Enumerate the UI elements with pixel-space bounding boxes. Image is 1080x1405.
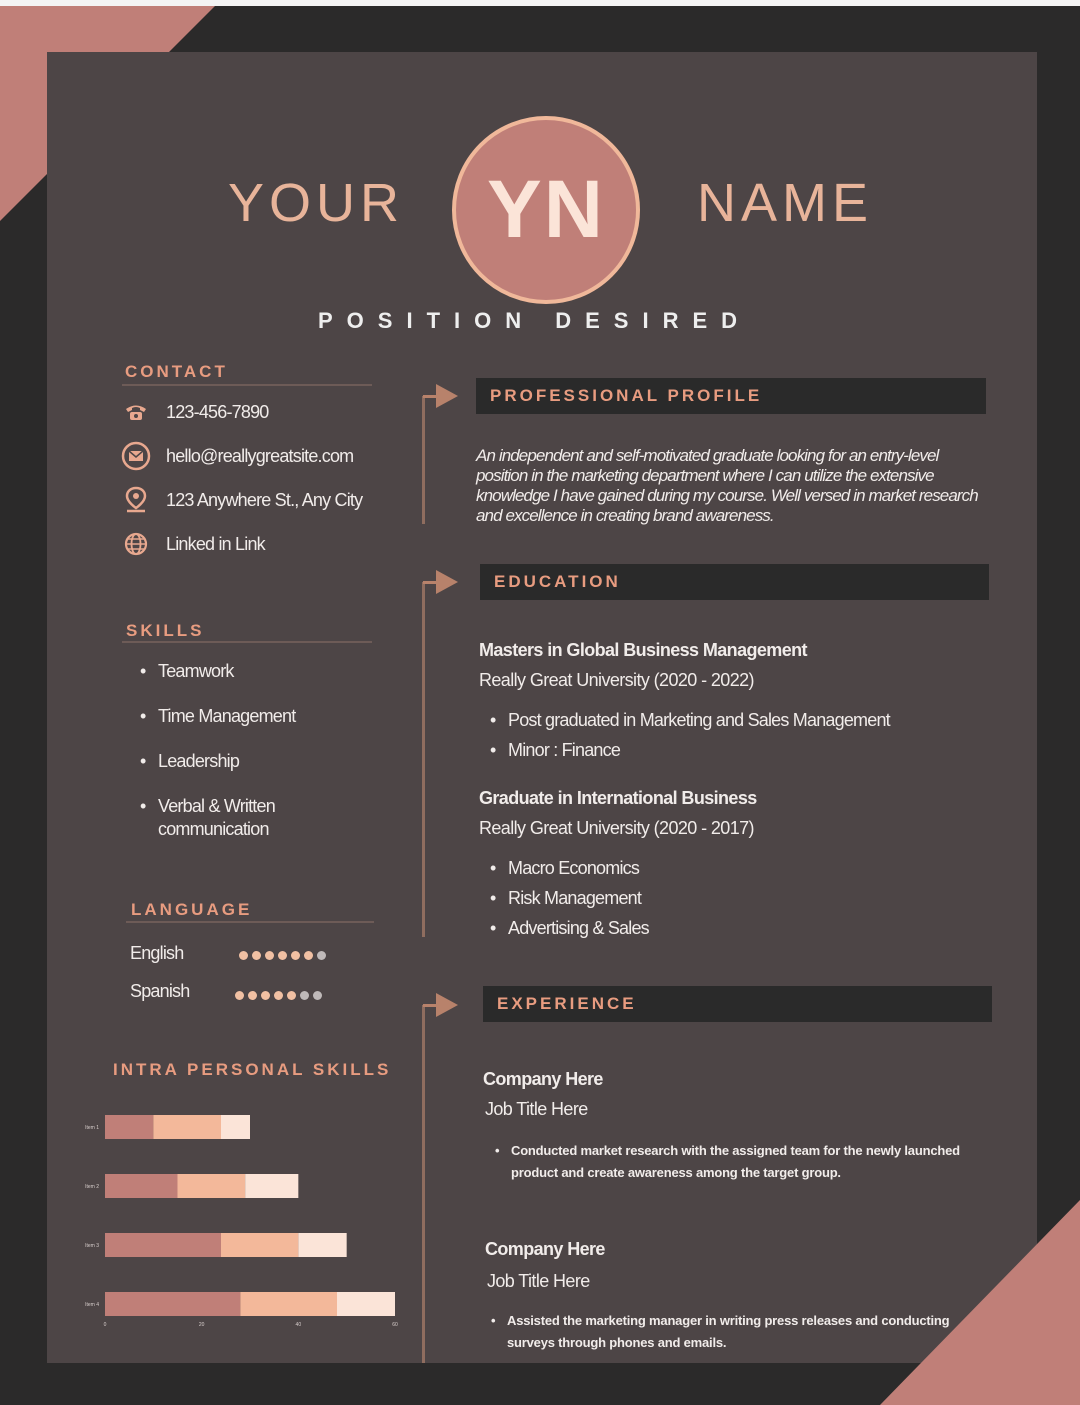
- list-item: • Leadership: [140, 750, 308, 773]
- x-tick-label: 0: [103, 1322, 107, 1328]
- timeline-connector: [423, 395, 437, 398]
- skills-heading: SKILLS: [126, 621, 205, 640]
- list-item: • Post graduated in Marketing and Sales Management: [490, 705, 890, 735]
- language-spanish: Spanish: [130, 981, 190, 1001]
- bar-segment-3: [337, 1292, 395, 1316]
- level-dot: [300, 991, 309, 1000]
- level-dot: [287, 991, 296, 1000]
- english-level-dots: [239, 951, 326, 960]
- address-text: 123 Anywhere St., Any City: [166, 489, 363, 510]
- job-title: Job Title Here: [485, 1099, 588, 1119]
- profile-heading: PROFESSIONAL PROFILE: [490, 386, 763, 405]
- spanish-level-dots: [235, 991, 322, 1000]
- language-english: English: [130, 943, 184, 963]
- bar-segment-1: [105, 1292, 240, 1316]
- contact-address: [120, 487, 362, 513]
- education-bullets: [490, 853, 649, 943]
- arrow-right-icon: [436, 570, 458, 594]
- level-dot: [235, 991, 244, 1000]
- intra-skills-chart: [70, 1100, 410, 1340]
- bar-segment-2: [221, 1233, 298, 1257]
- bar-segment-3: [245, 1174, 298, 1198]
- timeline-connector: [423, 581, 437, 584]
- bar-segment-1: [105, 1115, 153, 1139]
- bar-segment-3: [221, 1115, 250, 1139]
- list-item: • Risk Management: [490, 883, 649, 913]
- category-label: Item 3: [85, 1243, 99, 1249]
- experience-heading-bar: [483, 986, 992, 1022]
- list-item: • Verbal & Written communication: [140, 795, 308, 841]
- arrow-right-icon: [436, 384, 458, 408]
- company-name: Company Here: [485, 1239, 605, 1259]
- job-description: • Assisted the marketing manager in writing press releases and conducting surveys through phones and emails.: [489, 1310, 952, 1354]
- phone-icon: [120, 399, 152, 425]
- timeline-connector: [423, 1004, 437, 1007]
- level-dot: [274, 991, 283, 1000]
- level-dot: [304, 951, 313, 960]
- name-second-word: NAME: [697, 173, 874, 233]
- bar-segment-2: [178, 1174, 246, 1198]
- skills-list: [140, 660, 308, 841]
- education-bullets: [490, 705, 890, 765]
- profile-text: An independent and self-motivated graduate looking for an entry-level position in the marketing department where I can utilize the extensive knowledge I have gained during my course. Well versed in market research and excellence in creating brand awareness.: [476, 446, 978, 525]
- list-item: • Time Management: [140, 705, 308, 728]
- location-pin-icon: [120, 487, 152, 513]
- contact-linkedin[interactable]: [120, 531, 265, 557]
- education-heading: EDUCATION: [494, 572, 621, 591]
- linkedin-text[interactable]: Linked in Link: [166, 533, 265, 554]
- job-title: Job Title Here: [487, 1271, 590, 1291]
- list-item: • Teamwork: [140, 660, 308, 683]
- level-dot: [291, 951, 300, 960]
- monogram: YN: [487, 164, 605, 255]
- level-dot: [239, 951, 248, 960]
- category-label: Item 4: [85, 1302, 99, 1308]
- bar-segment-1: [105, 1233, 221, 1257]
- x-tick-label: 60: [392, 1322, 398, 1328]
- profile-heading-bar: [476, 378, 986, 414]
- category-label: Item 2: [85, 1184, 99, 1190]
- level-dot: [317, 951, 326, 960]
- level-dot: [313, 991, 322, 1000]
- level-dot: [265, 951, 274, 960]
- bar-segment-2: [153, 1115, 221, 1139]
- category-label: Item 1: [85, 1125, 99, 1131]
- timeline-line-experience: [422, 1005, 425, 1363]
- email-text[interactable]: hello@reallygreatsite.com: [166, 445, 354, 466]
- phone-text: 123-456-7890: [166, 401, 269, 422]
- degree-title: Masters in Global Business Management: [479, 640, 807, 660]
- education-heading-bar: [480, 564, 989, 600]
- experience-heading: EXPERIENCE: [497, 994, 637, 1013]
- top-strip: [0, 0, 1080, 6]
- bar-segment-2: [240, 1292, 337, 1316]
- school-name: Really Great University (2020 - 2017): [479, 818, 754, 838]
- school-name: Really Great University (2020 - 2022): [479, 670, 754, 690]
- x-tick-label: 20: [198, 1322, 205, 1328]
- list-item: • Macro Economics: [490, 853, 649, 883]
- level-dot: [248, 991, 257, 1000]
- job-description: • Conducted market research with the assigned team for the newly launched product and create awareness among the target group.: [493, 1140, 986, 1184]
- company-name: Company Here: [483, 1069, 603, 1089]
- timeline-line-profile: [422, 396, 425, 524]
- position-title: POSITION DESIRED: [318, 308, 752, 333]
- bar-segment-1: [105, 1174, 178, 1198]
- name-first-word: YOUR: [228, 173, 405, 233]
- contact-divider: [122, 384, 372, 386]
- email-icon: [120, 443, 152, 469]
- monogram-circle: [452, 116, 640, 304]
- list-item: • Minor : Finance: [490, 735, 890, 765]
- contact-phone: [120, 399, 269, 425]
- globe-icon: [120, 531, 152, 557]
- language-divider: [126, 921, 374, 923]
- arrow-right-icon: [436, 993, 458, 1017]
- list-item: • Advertising & Sales: [490, 913, 649, 943]
- bar-segment-3: [298, 1233, 346, 1257]
- degree-title: Graduate in International Business: [479, 788, 757, 808]
- level-dot: [252, 951, 261, 960]
- contact-heading: CONTACT: [125, 362, 228, 381]
- contact-email[interactable]: [120, 443, 353, 469]
- skills-divider: [122, 641, 372, 643]
- intra-skills-heading: INTRA PERSONAL SKILLS: [113, 1060, 392, 1079]
- level-dot: [261, 991, 270, 1000]
- language-heading: LANGUAGE: [131, 900, 253, 919]
- level-dot: [278, 951, 287, 960]
- timeline-line-education: [422, 582, 425, 937]
- x-tick-label: 40: [295, 1322, 302, 1328]
